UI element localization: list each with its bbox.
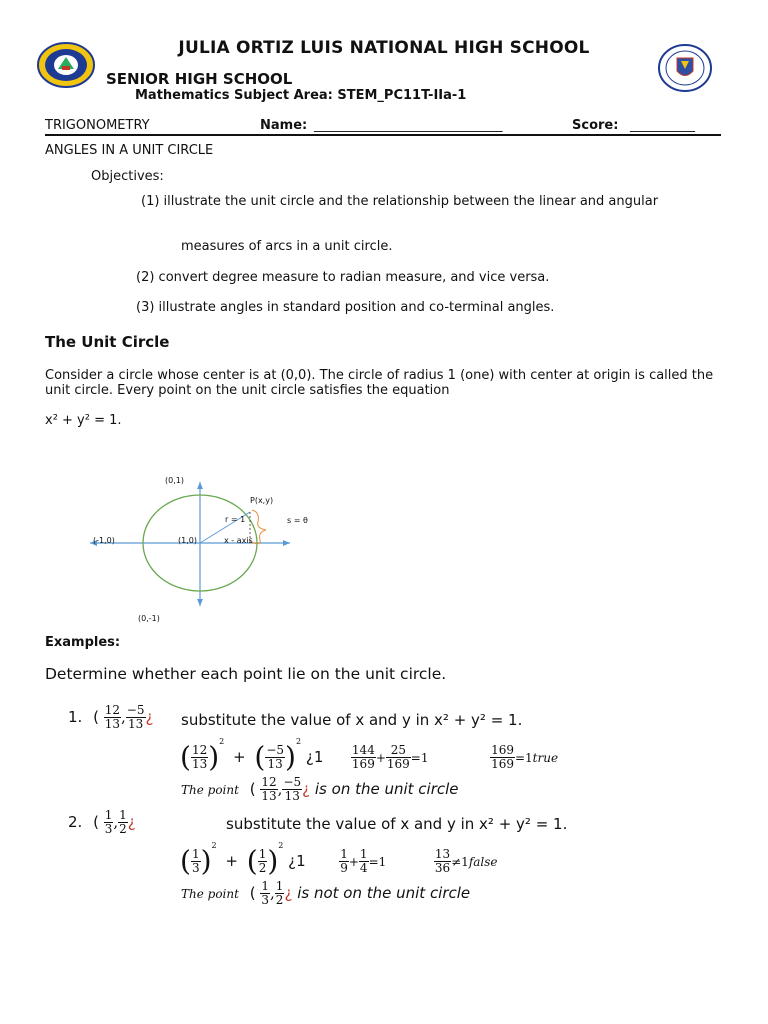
y-axis-arrow-down [197, 599, 203, 606]
label-axis: x - axis [224, 536, 253, 545]
score-field[interactable]: __________ [630, 118, 695, 133]
example-2-instruction: substitute the value of x and y in x² + y² = 1. [226, 815, 568, 833]
x-axis-arrow-right [283, 540, 290, 546]
unit-circle-diagram [90, 470, 320, 630]
ex1-conclusion-text: is on the unit circle [314, 780, 459, 798]
label-bottom: (0,-1) [138, 614, 160, 623]
ex1-a-num: 144 [351, 743, 375, 757]
unit-circle-paragraph: Consider a circle whose center is at (0,0). The circle of radius 1 (one) with center at origin is called the unit circle. Every point on the unit circle satisfies the equation [45, 368, 714, 398]
objective-3: (3) illustrate angles in standard position and co-terminal angles. [136, 300, 555, 315]
unit-circle-equation: x² + y² = 1. [45, 413, 122, 428]
ex1-a-den: 169 [351, 757, 375, 771]
unit-circle-heading: The Unit Circle [45, 333, 170, 351]
topic-label: TRIGONOMETRY [45, 118, 150, 133]
y-axis-arrow-up [197, 482, 203, 489]
example-1-instruction: substitute the value of x and y in x² + y² = 1. [181, 711, 523, 729]
ex1-r-den: 169 [491, 757, 514, 771]
header-info-row [45, 118, 721, 134]
example-2-point: 2. ( $\frac{1}{3}$ , $\frac{1}{2}$ ¿ [68, 808, 136, 836]
example-1-work: ( $\frac{12}{13}$ )$^2$ + ( $\frac{-5}{13}$ )$^2$ ¿1 $\frac{144}{169}$ + $\frac{25}{169}$ =1 $\frac{169}{169}$ =1true [180, 737, 559, 774]
score-label: Score: [572, 118, 619, 133]
header-divider [45, 134, 721, 136]
objective-1-continued: measures of arcs in a unit circle. [181, 239, 393, 254]
examples-heading: Examples: [45, 635, 121, 650]
school-name: JULIA ORTIZ LUIS NATIONAL HIGH SCHOOL [178, 38, 590, 58]
objective-2: (2) convert degree measure to radian measure, and vice versa. [136, 270, 550, 285]
lesson-title: ANGLES IN A UNIT CIRCLE [45, 143, 214, 158]
example-2-x-fraction: $\frac{1}{3}$ [104, 808, 113, 836]
ex1-result-word: true [532, 751, 559, 765]
label-origin: (1,0) [178, 536, 197, 545]
ex1-x-num: 12 [104, 703, 121, 717]
ex2-result-word: false [468, 855, 498, 869]
ex1-sq1-num: 12 [191, 743, 208, 757]
example-1-open-paren: ( [93, 708, 99, 726]
example-2-number: 2. [68, 813, 83, 831]
name-label: Name: [260, 118, 308, 133]
division-label: SENIOR HIGH SCHOOL [106, 70, 293, 88]
label-left: (-1,0) [93, 536, 115, 545]
name-field[interactable]: _____________________________ [314, 118, 503, 133]
ex1-r-num: 169 [491, 743, 514, 757]
objective-1: (1) illustrate the unit circle and the relationship between the linear and angular [141, 194, 659, 209]
examples-prompt: Determine whether each point lie on the unit circle. [45, 665, 447, 683]
ex1-b-den: 169 [386, 757, 410, 771]
example-1-point: 1. ( $\frac{12}{13}$ , $\frac{-5}{13}$ ¿ [68, 703, 154, 731]
example-1-y-fraction [126, 704, 146, 731]
example-1-x-fraction [104, 704, 121, 731]
ex1-y-den: 13 [128, 717, 144, 731]
example-2-work: ( $\frac{1}{3}$ )$^2$ + ( $\frac{1}{2}$ )$^2$ ¿1 $\frac{1}{9}$ + $\frac{1}{4}$ =1 $\frac{13}{36}$ ≠1false [180, 841, 498, 878]
ex1-y-num: −5 [126, 703, 145, 717]
ex1-sq1-den: 13 [191, 757, 208, 771]
ex1-sq2-den: 13 [267, 757, 283, 771]
label-point: P(x,y) [250, 496, 274, 505]
example-1-number: 1. [68, 708, 83, 726]
example-2-conclusion: The point ( $\frac{1}{3}$ , $\frac{1}{2}$ ¿ is not on the unit circle [181, 879, 471, 907]
example-1-conclusion: The point ( $\frac{12}{13}$ , $\frac{-5}{13}$ ¿ is on the unit circle [181, 775, 459, 803]
ex1-x-den: 13 [104, 717, 121, 731]
label-arc: s = θ [287, 516, 308, 525]
objectives-heading: Objectives: [91, 169, 164, 184]
subject-area: Mathematics Subject Area: STEM_PC11T-IIa-1 [135, 88, 467, 103]
example-2-y-fraction: $\frac{1}{2}$ [119, 808, 127, 836]
ex2-conclusion-text: is not on the unit circle [297, 884, 471, 902]
label-radius: r = 1 [225, 515, 246, 524]
label-top: (0,1) [165, 476, 184, 485]
ex1-b-num: 25 [386, 744, 411, 758]
ex1-sq2-num: −5 [266, 743, 285, 757]
